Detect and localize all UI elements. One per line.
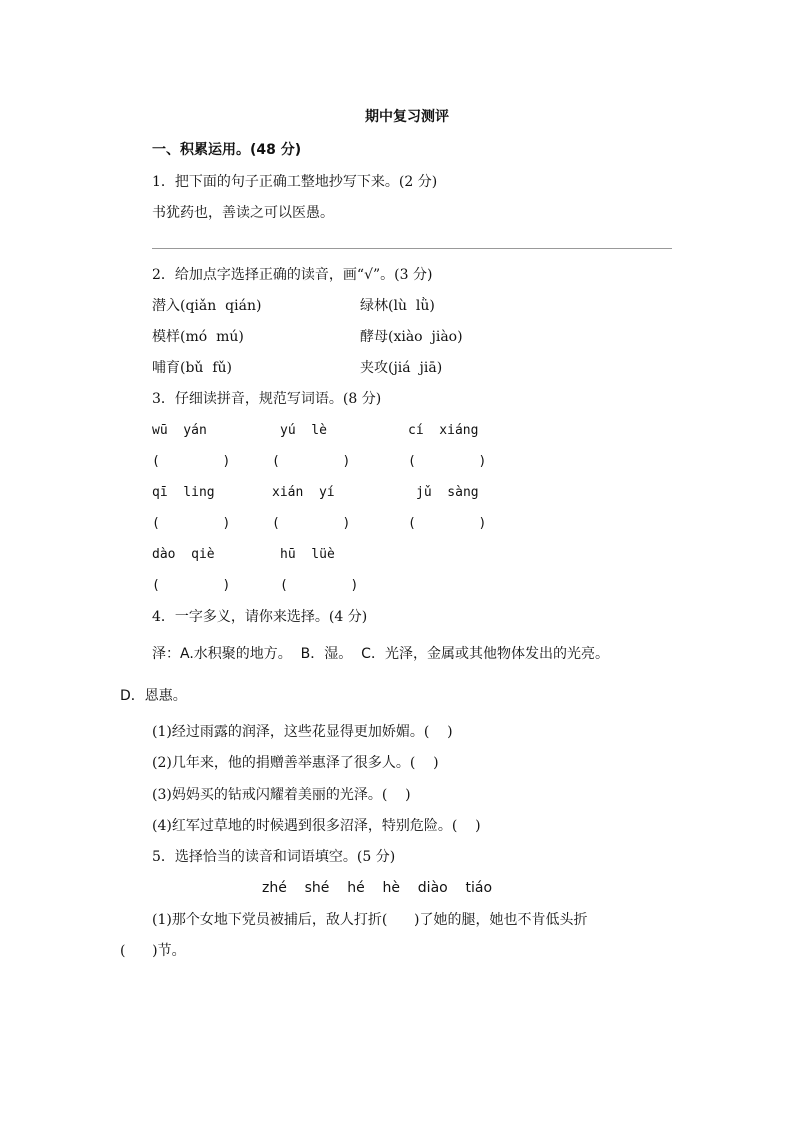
- q3-answer-blank[interactable]: ( ): [272, 516, 351, 531]
- q2-item[interactable]: 潜入(qiǎn qián): [152, 298, 262, 314]
- q1-sentence: 书犹药也，善读之可以医愚。: [152, 205, 334, 221]
- q5-prompt: 5．选择恰当的读音和词语填空。(5 分): [152, 849, 396, 865]
- q3-pinyin: hū lüè: [280, 547, 335, 562]
- q4-item[interactable]: (3)妈妈买的钻戒闪耀着美丽的光泽。( ): [152, 787, 411, 803]
- q2-item[interactable]: 酵母(xiào jiào): [360, 329, 463, 345]
- section-heading-accumulation: 一、积累运用。(48 分): [152, 142, 302, 158]
- q4-prompt: 4．一字多义，请你来选择。(4 分): [152, 609, 368, 625]
- q3-pinyin: xián yí: [272, 485, 335, 500]
- q2-item[interactable]: 绿林(lù lǜ): [360, 298, 435, 314]
- q3-pinyin: cí xiáng: [408, 423, 479, 438]
- q4-definitions: 泽：A.水积聚的地方。 B．湿。 C．光泽，金属或其他物体发出的光亮。: [152, 646, 609, 662]
- q3-answer-blank[interactable]: ( ): [280, 578, 359, 593]
- q5-pronunciation-options: zhé shé hé hè diào tiáo: [262, 880, 493, 896]
- q3-pinyin: qī ling: [152, 485, 215, 500]
- q4-item[interactable]: (4)红军过草地的时候遇到很多沼泽，特别危险。( ): [152, 818, 481, 834]
- q4-item[interactable]: (2)几年来，他的捐赠善举惠泽了很多人。( ): [152, 755, 439, 771]
- q5-item-1-cont[interactable]: ( )节。: [120, 943, 186, 959]
- q2-item[interactable]: 模样(mó mú): [152, 329, 244, 345]
- q3-pinyin: yú lè: [280, 423, 327, 438]
- q2-prompt: 2．给加点字选择正确的读音，画“√”。(3 分): [152, 267, 433, 283]
- q2-item[interactable]: 夹攻(jiá jiā): [360, 360, 443, 376]
- q3-answer-blank[interactable]: ( ): [272, 454, 351, 469]
- q3-answer-blank[interactable]: ( ): [152, 516, 231, 531]
- q1-prompt: 1．把下面的句子正确工整地抄写下来。(2 分): [152, 174, 438, 190]
- q3-pinyin: dào qiè: [152, 547, 215, 562]
- q3-prompt: 3．仔细读拼音，规范写词语。(8 分): [152, 391, 382, 407]
- page-title: 期中复习测评: [365, 109, 449, 125]
- q3-answer-blank[interactable]: ( ): [152, 454, 231, 469]
- q3-pinyin: wū yán: [152, 423, 207, 438]
- q3-answer-blank[interactable]: ( ): [152, 578, 231, 593]
- q4-definitions-cont: D．恩惠。: [120, 688, 187, 704]
- q5-item-1[interactable]: (1)那个女地下党员被捕后，敌人打折( )了她的腿，她也不肯低头折: [152, 912, 588, 928]
- q4-item[interactable]: (1)经过雨露的润泽，这些花显得更加娇媚。( ): [152, 724, 453, 740]
- q2-item[interactable]: 哺育(bǔ fǔ): [152, 360, 233, 376]
- q1-answer-line[interactable]: [152, 248, 672, 249]
- q3-pinyin: jǔ sàng: [416, 485, 479, 500]
- q3-answer-blank[interactable]: ( ): [408, 454, 487, 469]
- q3-answer-blank[interactable]: ( ): [408, 516, 487, 531]
